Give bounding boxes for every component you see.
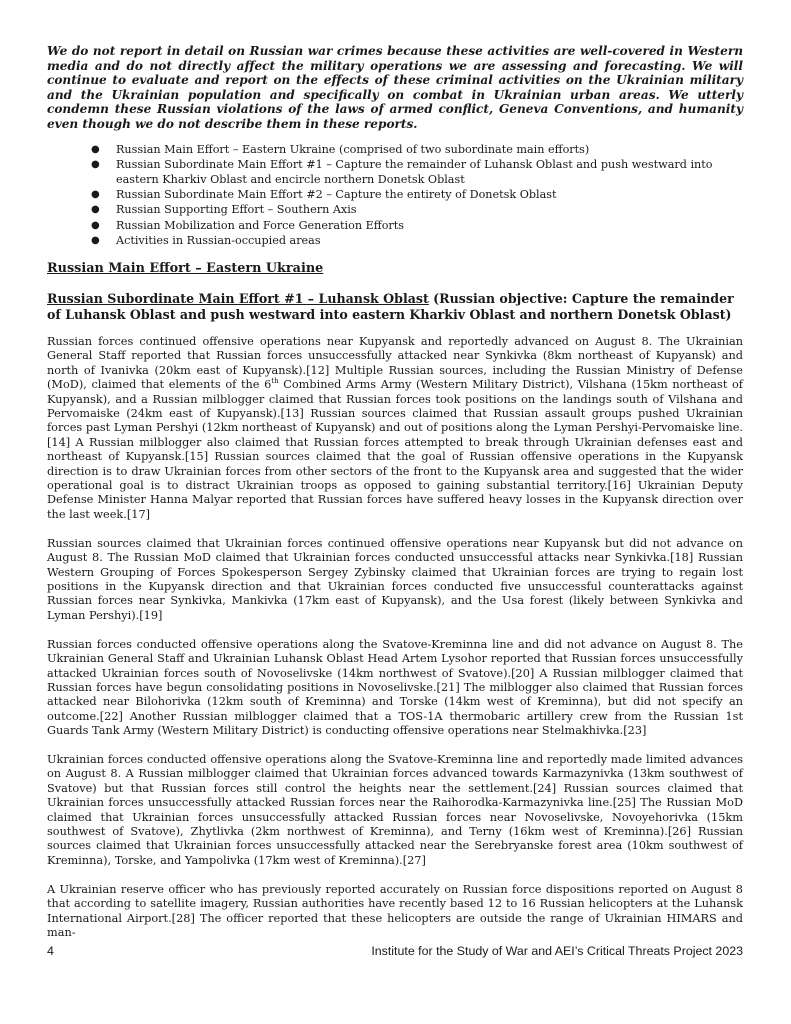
footer-organization: Institute for the Study of War and AEI’s Critical Threats Project 2023: [371, 944, 743, 958]
paragraph-svatove-russian: Russian forces conducted offensive operations along the Svatove-Kreminna line and did not advance on August 8. The Ukrainian General Staff and Ukrainian Luhansk Oblast Head Artem Lysohor reported that Russian forces unsuccessfully attacked Ukrainian forces south of Novoselivske (14km northwest of Svatove).[20] A Russian milblogger claimed that Russian forces have begun consolidating positions in Novoselivske.[21] The milblogger also claimed that Russian forces attacked near Bilohorivka (12km south of Kreminna) and Torske (14km west of Kreminna), but did not specify an outcome.[22] Another Russian milblogger claimed that a TOS-1A thermobaric artillery crew from the Russian 1st Guards Tank Army (Western Military District) is conducting offensive operations near Stelmakhivka.[23]: [47, 637, 743, 738]
paragraph-helicopters: A Ukrainian reserve officer who has previously reported accurately on Russian force dispositions reported on August 8 that according to satellite imagery, Russian authorities have recently based 12 to 16 Russian helicopters at the Luhansk International Airport.[28] The officer reported that these helicopters are outside the range of Ukrainian HIMARS and man-: [47, 882, 743, 940]
list-item: ● Russian Subordinate Main Effort #1 – Capture the remainder of Luhansk Oblast and push westward into eastern Kharkiv Oblast and encircle northern Donetsk Oblast: [91, 157, 713, 186]
effort-list: [47, 142, 743, 248]
list-item: ● Russian Main Effort – Eastern Ukraine (comprised of two subordinate main efforts): [91, 142, 590, 156]
paragraph-kupyansk-ukrainian: Russian sources claimed that Ukrainian forces continued offensive operations near Kupyansk but did not advance on August 8. The Russian MoD claimed that Ukrainian forces conducted unsuccessful attacks near Synkivka.[18] Russian Western Grouping of Forces Spokesperson Sergey Zybinsky claimed that Ukrainian forces are trying to regain lost positions in the Kupyansk direction and that Ukrainian forces conducted five unsuccessful counterattacks against Russian forces near Synkivka, Mankivka (17km east of Kupyansk), and the Usa forest (likely between Synkivka and Lyman Pershyi).[19]: [47, 536, 743, 622]
page-content: [47, 44, 743, 955]
paragraph-svatove-ukrainian: Ukrainian forces conducted offensive operations along the Svatove-Kreminna line and reportedly made limited advances on August 8. A Russian milblogger claimed that Ukrainian forces advanced towards Karmazynivka (13km southwest of Svatove) but that Russian forces still control the heights near the settlement.[24] Russian sources claimed that Ukrainian forces unsuccessfully attacked Russian forces near the Raihorodka-Karmazynivka line.[25] The Russian MoD claimed that Ukrainian forces unsuccessfully attacked Russian forces near Novoselivske, Novoyehorivka (15km southwest of Svatove), Zhytlivka (2km northwest of Kreminna), and Terny (16km west of Kreminna).[26] Russian sources claimed that Ukrainian forces unsuccessfully attacked near the Serebryanske forest area (10km southwest of Kreminna), Torske, and Yampolivka (17km west of Kreminna).[27]: [47, 753, 743, 867]
list-item: ● Russian Supporting Effort – Southern Axis: [91, 203, 357, 217]
list-item: ● Activities in Russian-occupied areas: [91, 233, 321, 247]
list-item: ● Russian Mobilization and Force Generation Efforts: [91, 218, 405, 232]
war-crimes-disclaimer: We do not report in detail on Russian war crimes because these activities are well-covered in Western media and do not directly affect the military operations we are assessing and forecasting. We will continue to evaluate and report on the effects of these criminal activities on the Ukrainian military and the Ukrainian population and specifically on combat in Ukrainian urban areas. We utterly condemn these Russian violations of the laws of armed conflict, Geneva Conventions, and humanity even though we do not describe them in these reports.: [47, 44, 743, 131]
bullet-icon: ●: [91, 143, 100, 155]
section-heading-main-effort: Russian Main Effort – Eastern Ukraine: [47, 260, 324, 276]
bullet-icon: ●: [91, 204, 100, 216]
subsection-heading-title: Russian Subordinate Main Effort #1 – Luhansk Oblast: [47, 290, 429, 306]
page-number: 4: [47, 944, 54, 958]
subsection-heading-luhansk: [47, 291, 743, 323]
list-item: ● Russian Subordinate Main Effort #2 – Capture the entirety of Donetsk Oblast: [91, 188, 557, 202]
bullet-icon: ●: [91, 219, 100, 231]
bullet-icon: ●: [91, 158, 100, 170]
subsection-heading-objective: (Russian objective: Capture the remainder of Luhansk Oblast and push westward into eastern Kharkiv Oblast and northern Donetsk Oblast): [47, 290, 734, 322]
bullet-icon: ●: [91, 234, 100, 246]
bullet-icon: ●: [91, 189, 100, 201]
paragraph-kupyansk-russian: Russian forces continued offensive operations near Kupyansk and reportedly advanced on August 8. The Ukrainian General Staff reported that Russian forces unsuccessfully attacked near Synkivka (8km northeast of Kupyansk) and north of Ivanivka (20km east of Kupyansk).[12] Multiple Russian sources, including the Russian Ministry of Defense (MoD), claimed that elements of the 6th Combined Arms Army (Western Military District), Vilshana (15km northeast of Kupyansk), and a Russian milblogger claimed that Russian forces took positions on the landings south of Vilshana and Pervomaiske (24km east of Kupyansk).[13] Russian sources claimed that Russian assault groups pushed Ukrainian forces past Lyman Pershyi (12km northeast of Kupyansk) and out of positions along the Lyman Pershyi-Pervomaiske line.[14] A Russian milblogger also claimed that Russian forces attempted to break through Ukrainian defenses east and northeast of Kupyansk.[15] Russian sources claimed that the goal of Russian offensive operations in the Kupyansk direction is to draw Ukrainian forces from other sectors of the front to the Kupyansk area and suggested that the wider operational goal is to distract Ukrainian troops as opposed to gaining substantial territory.[16] Ukrainian Deputy Defense Minister Hanna Malyar reported that Russian forces have suffered heavy losses in the Kupyansk direction over the last week.[17]: [47, 334, 743, 521]
